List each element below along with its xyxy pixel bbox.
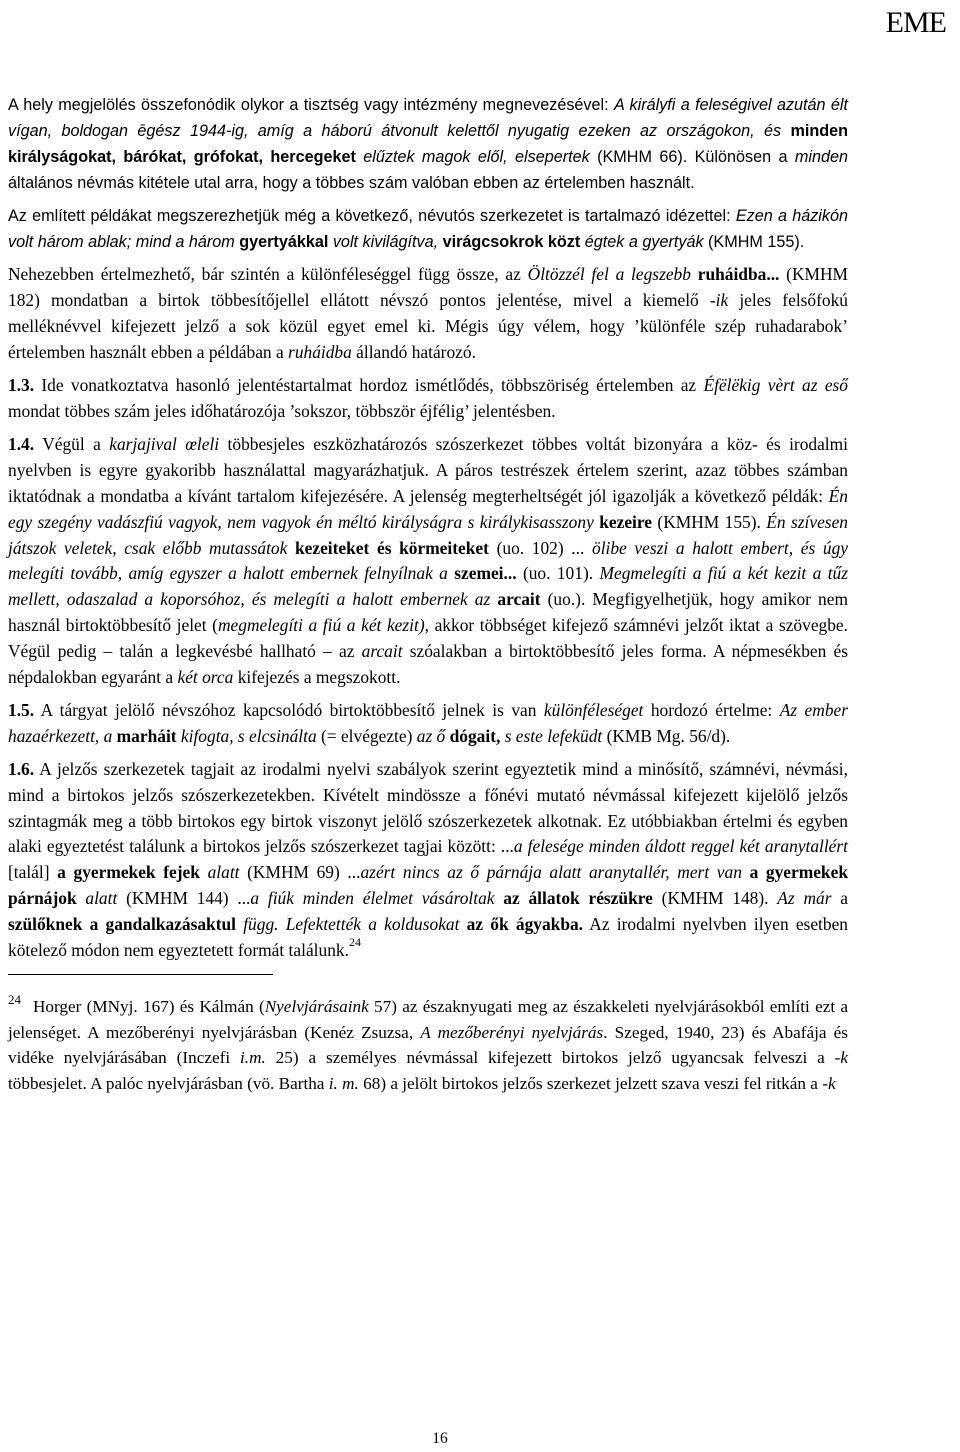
text-run: két orca <box>177 667 234 688</box>
text-run: Én szívesen játszok veletek, csak előbb mutassátok <box>8 511 848 558</box>
text-run: alatt <box>76 888 118 909</box>
text-run: 68) a jelölt birtokos jelzős szerkezet jelzett szava veszi fel ritkán a <box>358 1073 823 1093</box>
text-run: (= elvégezte) <box>316 725 417 746</box>
text-run: ölibe veszi a halott embert, és úgy melegíti tovább, amíg egyszer a halott embernek felnyílnak a <box>8 537 848 584</box>
text-run: 1.6. <box>8 758 35 779</box>
text-run: a gyermekek fejek <box>57 862 200 883</box>
text-run: (KMHM 182) mondatban a birtok többesítőjellel ellátott névszó pontos jelentése, mivel a kiemelő <box>8 264 848 311</box>
text-run: karjajival œleli <box>109 433 220 454</box>
text-run: a fiúk minden élelmet vásároltak <box>250 888 504 909</box>
text-run: (KMHM 66). Különösen a <box>589 147 795 166</box>
text-run: Végül a <box>34 433 110 454</box>
text-run: többesjelet. A palóc nyelvjárásban (vö. Bartha <box>8 1073 329 1093</box>
text-run: a gyermekek párnájok <box>8 862 848 909</box>
text-run: (KMB Mg. 56/d). <box>602 725 731 746</box>
text-run: (uo. 102) ... <box>488 537 592 558</box>
text-run: a felesége minden áldott reggel két aranytallért <box>513 836 848 857</box>
text-run: (KMHM 144) ... <box>117 888 251 909</box>
text-run: Nyelvjárásaink <box>264 997 369 1016</box>
text-run: minden <box>794 147 849 166</box>
text-run: minden királyságokat, bárókat, grófokat, hercegeket <box>8 121 848 166</box>
text-run: a <box>831 888 849 909</box>
text-run: alatt <box>199 862 240 883</box>
text-run: (KMHM 155). <box>652 511 767 532</box>
text-run: Az említett példákat megszerezhetjük még a következő, névutós szerkezetet is tartalmazó idézettel: <box>8 206 736 225</box>
text-run: (KMHM 148). <box>652 888 778 909</box>
text-run: . Szeged, 1940, 23) és Abafája és vidéke nyelvjárásában (Inczefi <box>8 1022 848 1067</box>
paragraph-3 <box>8 262 848 366</box>
text-run: megmelegíti a fiú a két kezit) <box>217 615 425 636</box>
text-run: állandó határozó. <box>351 342 476 363</box>
text-run: függ. Lefektették a koldusokat <box>236 914 467 935</box>
paragraph-2 <box>8 204 848 256</box>
text-run: az állatok részükre <box>503 888 653 909</box>
text-run: s este lefeküdt <box>500 725 603 746</box>
text-run: dógait, <box>449 725 501 746</box>
text-run: égtek a gyertyák <box>580 232 704 251</box>
text-run: különféleséget <box>543 699 644 720</box>
text-run: kezeire <box>599 511 652 532</box>
footnote-number: 24 <box>8 992 21 1007</box>
text-run: -k <box>834 1048 848 1067</box>
text-run: Az irodalmi nyelvben ilyen esetben kötelező módon nem egyeztetett formát találunk. <box>8 914 848 961</box>
text-run: i. m. <box>328 1073 359 1093</box>
paragraph-1-5 <box>8 698 848 750</box>
text-run: általános névmás kitétele utal arra, hogy a többes szám valóban ebben az értelemben használt. <box>8 173 695 192</box>
text-run: i.m. <box>240 1048 266 1067</box>
text-run: (uo.). Megfigyelhetjük, hogy amikor nem használ birtoktöbbesítő jelet ( <box>8 589 848 636</box>
page-body <box>8 93 848 1103</box>
text-run: A tárgyat jelölő névszóhoz kapcsolódó birtoktöbbesítő jelnek is van <box>34 699 544 720</box>
text-run: Nehezebben értelmezhető, bár szintén a különféleséggel függ össze, az <box>8 264 528 285</box>
text-run: (KMHM 69) ... <box>239 862 361 883</box>
text-run: Horger (MNyj. 167) és Kálmán ( <box>33 997 265 1016</box>
text-run: Ide vonatkoztatva hasonló jelentéstartalmat hordoz ismétlődés, többszöriség értelemben az <box>34 375 704 396</box>
text-run: Az ember hazaérkezett, a <box>8 699 849 746</box>
footnote-ref: 24 <box>348 935 361 950</box>
text-run: volt kivilágítva, <box>328 232 443 251</box>
text-run: A mezőberényi nyelvjárás <box>420 1022 604 1042</box>
paragraph-1-3 <box>8 373 848 425</box>
text-run: gyertyákkal <box>239 232 329 251</box>
text-run: marháit <box>116 725 177 746</box>
text-run: (uo. 101). <box>516 563 600 584</box>
text-run: Az már <box>777 888 832 909</box>
text-run: 1.3. <box>8 375 35 396</box>
text-run: 25) a személyes névmással kifejezett birtokos jelző ugyancsak felveszi a <box>265 1048 835 1067</box>
footnote <box>8 987 848 1096</box>
text-run: arcait <box>497 589 541 610</box>
text-run: 1.5. <box>8 699 35 720</box>
text-run: jeles felsőfokú melléknévvel kifejezett jelző a sok közül egyet emel ki. Mégis úgy vélem, hogy ’különféle szép ruhadarabok’ értelemben használt ebben a példában a <box>8 290 848 363</box>
text-run: A királyfi a feleségivel azután élt vígan, boldogan ēgész 1944-ig, amíg a háború átvonult kelettől nyugatig ezeken az országokon, és <box>8 96 848 140</box>
text-run: 57) az északnyugati meg az északkeleti nyelvjárásokból említi ezt a jelenséget. A mezőberényi nyelvjárásban (Kenéz Zsuzsa, <box>8 997 849 1042</box>
text-run: szemei... <box>454 563 517 584</box>
text-run: kifogta, s elcsinálta <box>176 725 317 746</box>
footnote-divider <box>8 974 273 975</box>
text-run: [talál] <box>8 862 58 883</box>
text-run: A hely megjelölés összefonódik olykor a tisztség vagy intézmény megnevezésével: <box>8 96 614 114</box>
text-run: , akkor többséget kifejező számnévi jelzőt iktat a szövegbe. Végül pedig – talán a legkevésbé hallható – az <box>8 615 848 662</box>
paragraph-1-4 <box>8 432 848 691</box>
text-run: Ezen a házikón volt három ablak; mind a három <box>8 206 848 251</box>
text-run: 1.4. <box>8 433 35 454</box>
text-run: szülőknek a gandalkazásaktul <box>8 914 237 935</box>
text-run: szóalakban a birtoktöbbesítő jeles forma. A népmesékben és népdalokban egyaránt a <box>8 641 849 688</box>
paragraph-1-6 <box>8 757 848 964</box>
text-run: virágcsokrok közt <box>442 232 581 251</box>
text-run: Én egy szegény vadászfiú vagyok, nem vagyok én méltó királyságra s királykisasszony <box>8 485 848 532</box>
text-run: kezeiteket és körmeiteket <box>294 537 489 558</box>
text-run: ruháidba <box>288 342 352 363</box>
text-run: az ő <box>416 725 450 746</box>
text-run: kifejezés a megszokott. <box>233 667 401 688</box>
text-run: -ik <box>709 290 729 311</box>
text-run: Öltözzél fel a legszebb <box>527 264 698 285</box>
text-run: Megmelegíti a fiú a két kezit a tűz mellett, odaszalad a koporsóhoz, és melegíti a halott embernek az <box>8 563 848 610</box>
paragraph-1 <box>8 93 848 197</box>
text-run: azért nincs az ő párnája alatt aranytallér, mert van <box>360 862 750 883</box>
text-run: Éfëlëkig vèrt az eső <box>703 375 848 396</box>
header-logo: EME <box>885 6 946 39</box>
text-run: többesjeles eszközhatározós szószerkezet többes voltát bizonyára a köz- és irodalmi nyelvben is egyre gyakoribb használattal magyarázhatjuk. A páros testrészek értelem szerint, azaz többes számban iktatódnak a mondatba a kívánt tartalom kifejezésére. A jelenség megterheltségét jól igazolják a következő példák: <box>8 433 848 506</box>
text-run: elűztek magok elől, elsepertek <box>355 147 590 166</box>
text-run: (KMHM 155). <box>703 232 805 251</box>
text-run: hordozó értelme: <box>643 699 780 720</box>
text-run: az ők ágyakba. <box>466 914 584 935</box>
text-run: arcait <box>361 641 403 662</box>
text-run: ruháidba... <box>697 264 780 285</box>
page-number: 16 <box>432 1430 448 1447</box>
text-run: A jelzős szerkezetek tagjait az irodalmi nyelvi szabályok szerint egyeztetik mind a minősítő, számnévi, névmási, mind a birtokos jelzős szószerkezetekben. Kívételt mindössze a főnévi mutató névmással kifejezett kijelölő jelzős szintagmák meg a több birtokos egy birtok viszonyt jelölő szószerkezetek alkotnak. Ez utóbbiakban értelmi és egyben alaki egyeztetést találunk a birtokos jelzős szószerkezet tagjai között: ... <box>8 758 848 857</box>
text-run: mondat többes szám jeles időhatározója ’sokszor, többször éjfélig’ jelentésben. <box>8 400 556 421</box>
footnote-text <box>8 997 848 1093</box>
text-run: -k <box>822 1073 836 1093</box>
